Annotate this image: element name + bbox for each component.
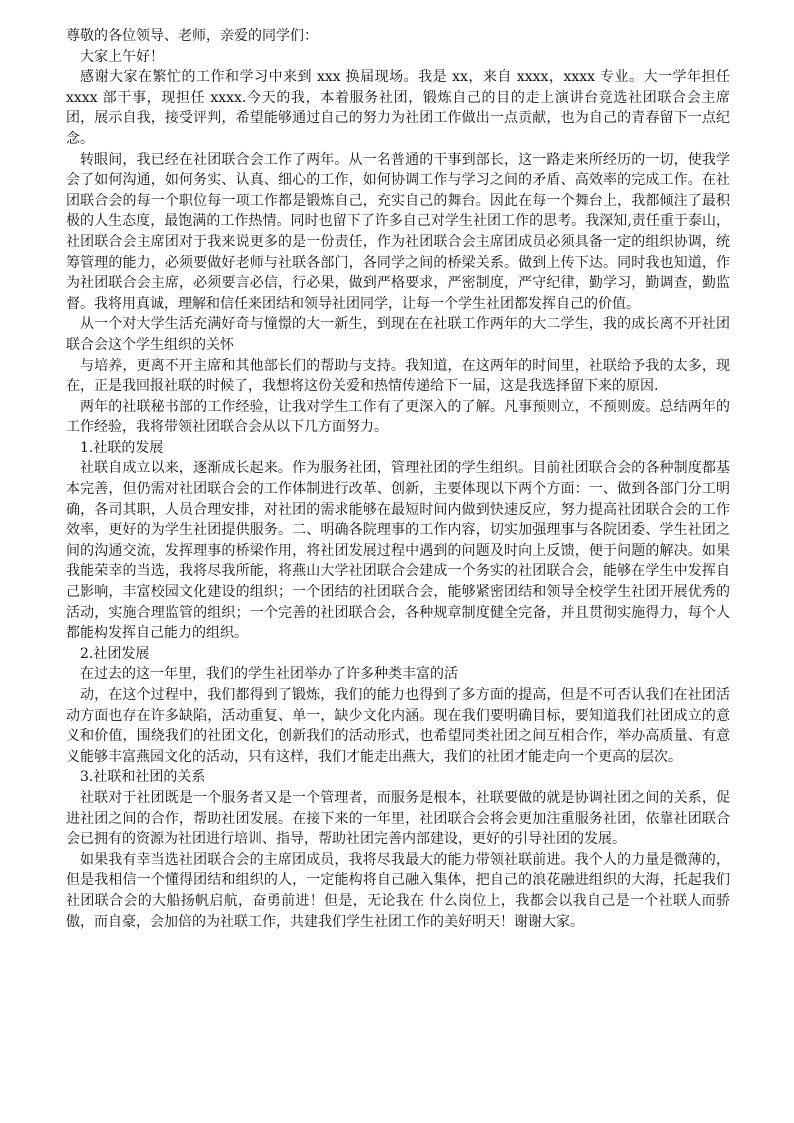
section-lead-2: 在过去的这一年里，我们的学生社团举办了许多种类丰富的活 (80, 666, 458, 683)
paragraph-intro: 感谢大家在繁忙的工作和学习中来到 xxx 换届现场。我是 xx，来自 xxxx，xxxx 专业。大一学年担任 xxxx 部干事，现担任 xxxx.今天的我，本着服务社团，锻炼自己的目的走上演讲台竞选社团联合会主席团，展示自我，接受评判，希望能够通过自己的努力为社团工作做出一点贡献，也为自己的青春留下一点纪念。 (66, 69, 730, 147)
paragraph-plan: 两年的社联秘书部的工作经验，让我对学生工作有了更深入的了解。凡事预则立，不预则废。总结两年的工作经验，我将带领社团联合会从以下几方面努力。 (66, 398, 730, 436)
section-body-1: 社联自成立以来，逐渐成长起来。作为服务社团，管理社团的学生组织。目前社团联合会的各种制度都基本完善，但仍需对社团联合会的工作体制进行改革、创新，主要体现以下两个方面：一、做到各部门分工明确，各司其职，人员合理安排，对社团的需求能够在最短时间内做到快速反应，努力提高社团联合会的工作效率，更好的为学生社团提供服务。二、明确各院理事的工作内容，切实加强理事与各院团委、学生社团之间的沟通交流，发挥理事的桥梁作用，将社团发展过程中遇到的问题及时向上反馈，便于问题的解决。如果我能荣幸的当选，我将尽我所能，将燕山大学社团联合会建成一个务实的社团联合会，能够在学生中发挥自己影响，丰富校园文化建设的组织；一个团结的社团联合会，能够紧密团结和领导全校学生社团开展优秀的活动，实施合理监管的组织；一个完善的社团联合会，各种规章制度健全完备，并且贯彻实施得力，每个人都能构发挥自己能力的组织。 (66, 460, 730, 642)
paragraph-experience: 转眼间，我已经在社团联合会工作了两年。从一名普通的干事到部长，这一路走来所经历的一切，使我学会了如何沟通，如何务实、认真、细心的工作，如何协调工作与学习之间的矛盾、高效率的完成工作。在社团联合会的每一个职位每一项工作都是锻炼自己，充实自己的舞台。因此在每一个舞台上，我都倾注了最积极的人生态度，最饱满的工作热情。同时也留下了许多自己对学生社团工作的思考。我深知,责任重于泰山，社团联合会主席团对于我来说更多的是一份责任，作为社团联合会主席团成员必须具备一定的组织协调，统筹管理的能力，必须要做好老师与社联各部门，各同学之间的桥梁关系。做到上传下达。同时我也知道，作为社团联合会主席，必须要言必信，行必果，做到严格要求，严密制度，严守纪律，勤学习，勤调查，勤监督。我将用真诚，理解和信任来团结和领导社团同学，让每一个学生社团都发挥自己的价值。 (66, 151, 730, 312)
greeting-line: 大家上午好！ (80, 48, 164, 65)
section-heading-1: 1.社联的发展 (80, 439, 164, 456)
paragraph-growth-continued: 与培养，更离不开主席和其他部长们的帮助与支持。我知道，在这两年的时间里，社联给予我的太多，现在，正是我回报社联的时候了，我想将这份关爱和热情传递给下一届，这是我选择留下来的原因. (66, 357, 730, 395)
section-body-2: 动，在这个过程中，我们都得到了锻炼，我们的能力也得到了多方面的提高，但是不可否认我们在社团活动方面也存在许多缺陷，活动重复、单一，缺少文化内涵。现在我们要明确目标，要知道我们社团成立的意义和价值，围绕我们的社团文化，创新我们的活动形式，也希望同类社团之间互相合作，举办高质量、有意义能够丰富燕园文化的活动，只有这样，我们才能走出燕大，我们的社团才能走向一个更高的层次。 (66, 687, 730, 765)
section-heading-3: 3.社联和社团的关系 (80, 769, 206, 786)
salutation: 尊敬的各位领导、老师，亲爱的同学们： (66, 28, 318, 44)
section-heading-2: 2.社团发展 (80, 645, 150, 662)
paragraph-closing: 如果我有幸当选社团联合会的主席团成员，我将尽我最大的能力带领社联前进。我个人的力量是微薄的，但是我相信一个懂得团结和组织的人，一定能构将自己融入集体，把自己的浪花融进组织的大海，托起我们社团联合会的大船扬帆启航，奋勇前进！但是，无论我在 什么岗位上，我都会以我自己是一个社联人而骄傲，而自豪，会加倍的为社联工作，共建我们学生社团工作的美好明天！谢谢大家。 (66, 851, 730, 930)
paragraph-growth: 从一个对大学生活充满好奇与憧憬的大一新生，到现在在社联工作两年的大二学生，我的成长离不开社团联合会这个学生组织的关怀 (66, 316, 730, 353)
document-page (66, 26, 730, 932)
section-body-3: 社联对于社团既是一个服务者又是一个管理者，而服务是根本，社联要做的就是协调社团之间的关系，促进社团之间的合作，帮助社团发展。在接下来的一年里，社团联合会将会更加注重服务社团，依靠社团联合会已拥有的资源为社团进行培训、指导，帮助社团完善内部建设，更好的引导社团的发展。 (66, 789, 730, 848)
